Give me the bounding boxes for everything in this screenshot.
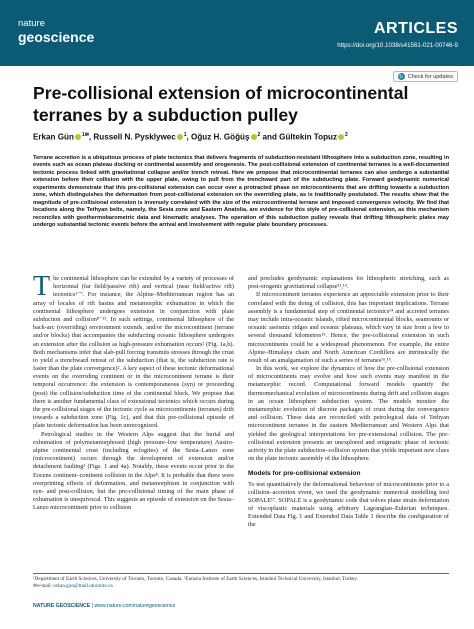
author-list	[33, 132, 453, 142]
orcid-icon[interactable]	[251, 134, 257, 140]
section-label: ARTICLES	[374, 20, 458, 37]
author-name[interactable]: Russell N. Pysklywec	[93, 132, 176, 142]
page-footer	[33, 603, 175, 609]
logo-nature-text: nature	[18, 18, 45, 29]
author-affiliation: 1	[183, 132, 187, 138]
orcid-icon[interactable]	[177, 134, 183, 140]
author-affiliation: 2	[345, 132, 348, 138]
abstract: Terrane accretion is a ubiquitous process of plate tectonics that delivers fragments of subduction-resistant lithosphere into a subduction zone, resulting in events such as ocean plateau docking or continental assembly and orogenesis. The post-collisional extension of continental terranes is a well-documented tectonic process linked with gravitational collapse and/or trench retreat. Here we propose that microcontinental terranes can also undergo a substantial extension before their collision with the upper plate, owing to pull from the trenchward part of the subducting plate. Forward geodynamic numerical experiments demonstrate that this pre-collisional extension can occur over a protracted phase on microcontinents that are drifting towards a subduction zone, which distinguishes the deformation from post-collisional extension on the overriding plate, as is traditionally postulated. The results show that the magnitude of pre-collisional extension is inversely correlated with the size of the microcontinental terrane and imposed convergence velocity. We find that locations along the Tethyan belts, namely, the Sesia zone and Eastern Anatolia, are evidence for this style of pre-collisional extension, as this mechanism reconciles with geothermobarometric data and kinematic analyses. The operation of this subduction pulley reveals that drifting lithospheric plates may undergo substantial tectonic events before the arrival and involvement with regular plate boundary processes.	[33, 155, 449, 229]
logo-geoscience-text: geoscience	[18, 28, 95, 45]
doi-link[interactable]: https://doi.org/10.1038/s41561-021-00746-9	[337, 42, 458, 49]
body-paragraph	[33, 271, 235, 431]
drop-cap: T	[33, 271, 51, 302]
email-label: ✉e-mail:	[33, 582, 54, 589]
author-affiliation: 1✉	[81, 132, 89, 138]
author-name[interactable]: Oğuz H. Göğüş	[191, 132, 250, 142]
body-column-right	[248, 275, 449, 530]
section-heading: Models for pre-collisional extension	[248, 470, 361, 478]
author-name[interactable]: Erkan Gün	[33, 132, 74, 142]
footnotes	[33, 576, 449, 590]
check-updates-button[interactable]	[393, 71, 458, 82]
check-updates-label: Check for updates	[407, 73, 453, 80]
author-name[interactable]: Gültekin Topuz	[279, 132, 338, 142]
journal-url[interactable]: | www.nature.com/naturegeoscience	[90, 603, 176, 609]
journal-logo[interactable]	[18, 19, 94, 44]
author-affiliation: 2	[257, 132, 261, 138]
body-paragraph: If microcontinent terranes experience an appreciable extension prior to their correlated with the doing of collision, this has important implications. Terrane assembly is a fundamental step of continental tectonics¹⁴ and accreted terranes may include intra-oceanic islands, rifted microcontinental blocks, seamounts or oceanic aseismic ridges and oceanic plateaus, which vary in size from a few to several thousand kilometres¹⁵. Hence, the pre-collisional extension in such microcontinents could be a widespread phenomenon. For example, the entire Alpine–Himalaya chain and North American Cordillera are intrinsically the result of an amalgamation of such a series of terranes¹⁵,¹⁶.	[248, 291, 449, 364]
body-column-left	[33, 271, 235, 512]
article-title: Pre-collisional extension of microcontinental terranes by a subduction pulley	[33, 83, 409, 125]
body-paragraph: To test quantitatively the deformational behaviour of microcontinents prior to a collision–accretion event, we used the geodynamic numerical modelling tool SOPALE¹⁷. SOPALE is a geodynamic code that solves plane strain deformation of viscoplastic materials using arbitrary Lagrangian–Eulerian techniques. Extended Data Fig. 1 and Extended Data Table 1 describe the configuration of the	[248, 480, 449, 529]
author-separator: and	[260, 132, 280, 142]
orcid-icon[interactable]	[75, 134, 81, 140]
author-separator: ,	[186, 132, 192, 142]
orcid-icon[interactable]	[338, 134, 344, 140]
body-paragraph: In this work, we explore the dynamics of how the pre-collisional extension of microcontinents may evolve and how such events may manifest in the metamorphic record. Computational forward models quantify the thermomechanical evolution of microcontinents during drift and collision stages in an ocean lithosphere subduction system. The models monitor the metamorphic evolution of discrete packages of crust during the convergence and collision. These data are reconciled with petrological data of Tethyan microcontinent terranes in the eastern Mediterranean and Western Alps that yielded the geological interpretations for pre-extensional collision. The pre-collisional extension presents an unexplored and enigmatic phase of tectonic activity in the plate subduction–collision system that yields important new clues on the plate tectonic assembly of the lithosphere.	[248, 365, 449, 463]
journal-name: NATURE GEOSCIENCE	[33, 603, 91, 609]
refresh-icon: ↻	[398, 73, 404, 80]
correspondence	[33, 583, 449, 590]
author-separator: ,	[88, 132, 94, 142]
body-paragraph: and precludes geodynamic explanations for lithospheric stretching, such as post-orogenic gravitational collapse¹²,¹³.	[248, 275, 449, 291]
paragraph-text: he continental lithosphere can be extended by a variety of processes of horizontal (far field/passive rift) and vertical (near field/active rift) tectonics¹⁻⁷. For instance, the Alpine–Mediterranean region has an array of locales of rift basins and metamorphic exhumation in which the continental lithosphere undergoes extension in conjunction with plate subduction and collision⁸⁻¹¹. In such settings, continental lithosphere of the back-arc (overriding) environment extends, and/or the microcontinent (terrane and/or blocks) that accompanies the subducting oceanic lithosphere undergoes an extension after the collision as high-pressure exhumation occurs² (Fig. 1a,b). Both mechanisms infer that slab-pull forcing transmits stresses through the crust to yield a trenchward retreat of the subduction (that is, the subduction rate is faster than the plate convergence)². A key aspect of these tectonic deformational events on the overriding continent or in the microcontinent terrane is their temporal occurrence: the extension is contemporaneous (syn) or proceeding (post) the collision/subduction time of the continental block. We propose that there is another fundamental class of extensional tectonics which occurs during the pre-collisional stages of the tectonic cycle as microcontinents (terranes) drift towards a subduction zone (Fig. 1c), and that this pre-collisional episode of plate tectonic deformation has been unrecognized.	[33, 275, 235, 430]
footnote-divider	[33, 573, 449, 574]
affiliations: ¹Department of Earth Sciences, University of Toronto, Toronto, Canada. ²Eurasia Institute of Earth Sciences, Istanbul Technical University, Istanbul, Turkey.	[33, 576, 358, 582]
email-link[interactable]: erkan.gun@mail.utoronto.ca	[53, 582, 113, 589]
body-paragraph: Petrological studies in the Western Alps suggest that the burial and exhumation of polymetamorphosed (high pressure–low temperature) Austro-alpine continental crust (including eclogites) of the Sesia–Lanzo zone (microcontinent) occurs through the development of extension and/or detachment faulting¹ (Figs. 1 and 4a). Notably, these events occur prior to the Eocene continent–continent collision in the Alps⁸. It is probable that there were overprinting effects of deformation, and metamorphism in conjunction with syn- and post-collision, but the pre-collisional timing of the main phase of exhumation is unequivocal. This suggests an episode of extension on the Sesia–Lanzo microcontinent prior to collision	[33, 430, 234, 512]
